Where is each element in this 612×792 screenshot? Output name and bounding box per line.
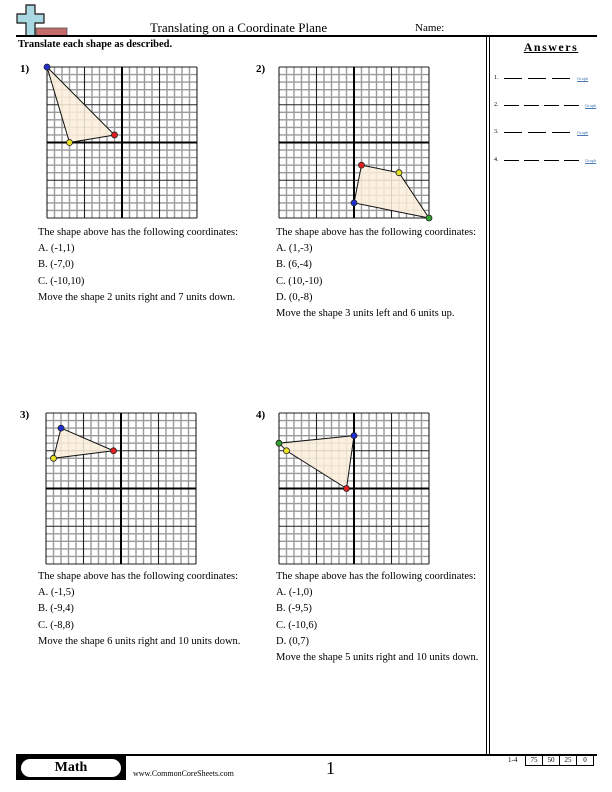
translation-instruction: Move the shape 2 units right and 7 units down.	[38, 291, 236, 303]
problem-number: 2)	[256, 63, 266, 75]
logo-icon	[16, 4, 70, 37]
instructions: Translate each shape as described.	[18, 39, 173, 50]
vertex-point	[359, 162, 365, 168]
problem-text	[276, 225, 484, 322]
vertex-point	[426, 215, 432, 221]
answers-title: Answers	[523, 40, 579, 54]
answer-blank[interactable]	[504, 131, 522, 133]
subject-badge	[16, 756, 126, 780]
vertex-point	[58, 425, 64, 431]
name-label: Name:	[415, 22, 445, 34]
coordinate-item: C. (-8,8)	[38, 619, 74, 631]
problem-text	[38, 225, 246, 306]
graph-link[interactable]: Graph	[577, 75, 589, 81]
coordinate-item: A. (1,-3)	[276, 243, 313, 255]
vertex-point	[396, 170, 402, 176]
vertex-point	[111, 448, 117, 454]
coordinate-item: D. (0,7)	[276, 635, 309, 647]
answer-blank[interactable]	[504, 159, 519, 161]
graph-link[interactable]: Graph	[585, 102, 597, 108]
answer-blank[interactable]	[552, 131, 570, 133]
subject-label: Math	[21, 759, 121, 777]
answer-column-divider	[486, 37, 487, 755]
answer-blank[interactable]	[528, 77, 546, 79]
problem-text	[38, 569, 246, 650]
answer-blank[interactable]	[552, 77, 570, 79]
vertex-point	[51, 455, 57, 461]
coordinate-item: D. (0,-8)	[276, 291, 313, 303]
vertex-point	[67, 140, 73, 146]
problem-number: 3)	[20, 409, 30, 421]
coordinate-item: B. (6,-4)	[276, 259, 312, 271]
coordinate-item: A. (-1,5)	[38, 587, 75, 599]
score-cell: 0	[576, 755, 593, 765]
answer-blank[interactable]	[524, 159, 539, 161]
vertex-point	[351, 200, 357, 206]
score-range-label: 1-4	[508, 756, 518, 764]
score-cell: 50	[542, 755, 559, 765]
header-divider	[16, 35, 597, 37]
coordinate-item: B. (-9,5)	[276, 603, 312, 615]
vertex-point	[112, 132, 118, 138]
graph-link[interactable]: Graph	[585, 157, 597, 163]
coordinate-item: C. (10,-10)	[276, 275, 323, 287]
answer-row	[494, 72, 599, 84]
coordinates-intro: The shape above has the following coordinates:	[276, 571, 477, 582]
score-table	[525, 755, 594, 766]
answer-number: 1.	[494, 75, 499, 81]
score-cell: 25	[559, 755, 576, 765]
coordinate-item: B. (-9,4)	[38, 603, 74, 615]
coordinate-item: C. (-10,10)	[38, 275, 85, 287]
answer-blank[interactable]	[524, 104, 539, 106]
answer-blank[interactable]	[528, 131, 546, 133]
vertex-point	[351, 433, 357, 439]
website-link[interactable]: www.CommonCoreSheets.com	[133, 769, 234, 778]
answer-number: 2.	[494, 102, 499, 108]
translation-instruction: Move the shape 3 units left and 6 units up.	[276, 308, 455, 320]
problem-number: 4)	[256, 409, 266, 421]
worksheet-title: Translating on a Coordinate Plane	[150, 20, 328, 35]
vertex-point	[44, 64, 50, 70]
translation-instruction: Move the shape 6 units right and 10 units down.	[38, 635, 241, 647]
coordinate-item: A. (-1,0)	[276, 587, 313, 599]
vertex-point	[276, 440, 282, 446]
problem-text	[276, 569, 484, 666]
answer-blank[interactable]	[544, 104, 559, 106]
coordinate-grid	[47, 67, 197, 218]
coordinates-intro: The shape above has the following coordinates:	[38, 227, 239, 238]
answer-blank[interactable]	[564, 159, 579, 161]
vertex-point	[284, 448, 290, 454]
coordinate-item: A. (-1,1)	[38, 243, 75, 255]
answer-blank[interactable]	[504, 104, 519, 106]
score-cell: 75	[530, 756, 538, 764]
vertex-point	[344, 486, 350, 492]
coordinate-grid	[279, 67, 429, 218]
coordinate-item: C. (-10,6)	[276, 619, 318, 631]
answer-blank[interactable]	[544, 159, 559, 161]
coordinates-intro: The shape above has the following coordinates:	[276, 227, 477, 238]
graph-link[interactable]: Graph	[577, 129, 589, 135]
problem-number: 1)	[20, 63, 30, 75]
answer-blank[interactable]	[564, 104, 579, 106]
coordinate-item: B. (-7,0)	[38, 259, 74, 271]
coordinate-grid	[279, 413, 429, 564]
answer-number: 3.	[494, 129, 499, 135]
page-number: 1	[326, 758, 335, 778]
answer-row	[494, 154, 599, 166]
answer-row	[494, 126, 599, 138]
answer-row	[494, 99, 599, 111]
coordinate-grid	[46, 413, 196, 564]
translation-instruction: Move the shape 5 units right and 10 units down.	[276, 652, 479, 664]
answer-column-divider-inner	[489, 37, 490, 755]
answer-blank[interactable]	[504, 77, 522, 79]
coordinates-intro: The shape above has the following coordinates:	[38, 571, 239, 582]
answer-number: 4.	[494, 157, 499, 163]
